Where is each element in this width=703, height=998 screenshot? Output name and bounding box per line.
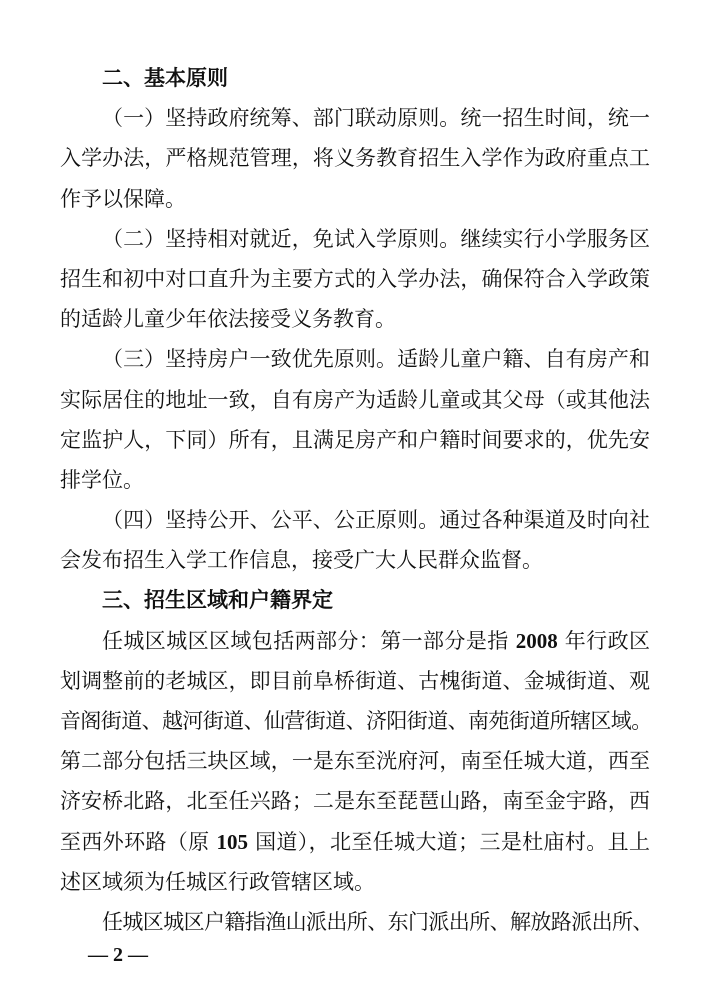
section-heading: 二、基本原则 <box>102 66 228 90</box>
paragraph-line: 音阁街道、越河街道、仙营街道、济阳街道、南苑街道所辖区域。 <box>60 709 652 733</box>
page-number: — 2 — <box>88 944 148 966</box>
line-text: 至西外环路（原 <box>60 829 217 854</box>
paragraph-line: 招生和初中对口直升为主要方式的入学办法，确保符合入学政策 <box>60 266 650 291</box>
paragraph-line: 入学办法，严格规范管理，将义务教育招生入学作为政府重点工 <box>60 146 650 171</box>
paragraph-line: 会发布招生入学工作信息，接受广大人民群众监督。 <box>60 548 543 573</box>
paragraph-line: 的适龄儿童少年依法接受义务教育。 <box>60 307 396 332</box>
document-body <box>60 58 653 942</box>
line-text: 国道），北至任城大道；三是杜庙村。且上 <box>248 829 650 854</box>
paragraph-line <box>60 621 650 661</box>
year-number: 2008 <box>515 628 558 653</box>
paragraph-line <box>60 822 650 862</box>
paragraph-line: （四）坚持公开、公平、公正原则。通过各种渠道及时向社 <box>102 508 650 533</box>
paragraph-line: 述区域须为任城区行政管辖区域。 <box>60 869 375 894</box>
line-text: 年行政区 <box>557 628 650 653</box>
paragraph-line: （一）坚持政府统筹、部门联动原则。统一招生时间，统一 <box>102 106 650 131</box>
paragraph-line: 定监护人，下同）所有，且满足房产和户籍时间要求的，优先安 <box>60 427 650 452</box>
paragraph-line: 划调整前的老城区，即目前阜桥街道、古槐街道、金城街道、观 <box>60 668 650 693</box>
paragraph-line: 任城区城区户籍指渔山派出所、东门派出所、解放路派出所、 <box>102 909 653 934</box>
paragraph-line: （三）坚持房户一致优先原则。适龄儿童户籍、自有房产和 <box>102 347 650 372</box>
paragraph-line: 实际居住的地址一致，自有房产为适龄儿童或其父母（或其他法 <box>60 387 650 412</box>
line-text: 任城区城区区域包括两部分：第一部分是指 <box>102 628 516 653</box>
paragraph-line: 第二部分包括三块区域，一是东至洸府河，南至任城大道，西至 <box>60 749 650 774</box>
paragraph-line: （二）坚持相对就近，免试入学原则。继续实行小学服务区 <box>102 226 650 251</box>
paragraph-line: 作予以保障。 <box>60 186 186 211</box>
paragraph-line: 排学位。 <box>60 467 144 492</box>
section-heading: 三、招生区域和户籍界定 <box>102 588 333 613</box>
road-number: 105 <box>216 829 249 854</box>
paragraph-line: 济安桥北路，北至任兴路；二是东至琵琶山路，南至金宇路，西 <box>60 789 650 814</box>
